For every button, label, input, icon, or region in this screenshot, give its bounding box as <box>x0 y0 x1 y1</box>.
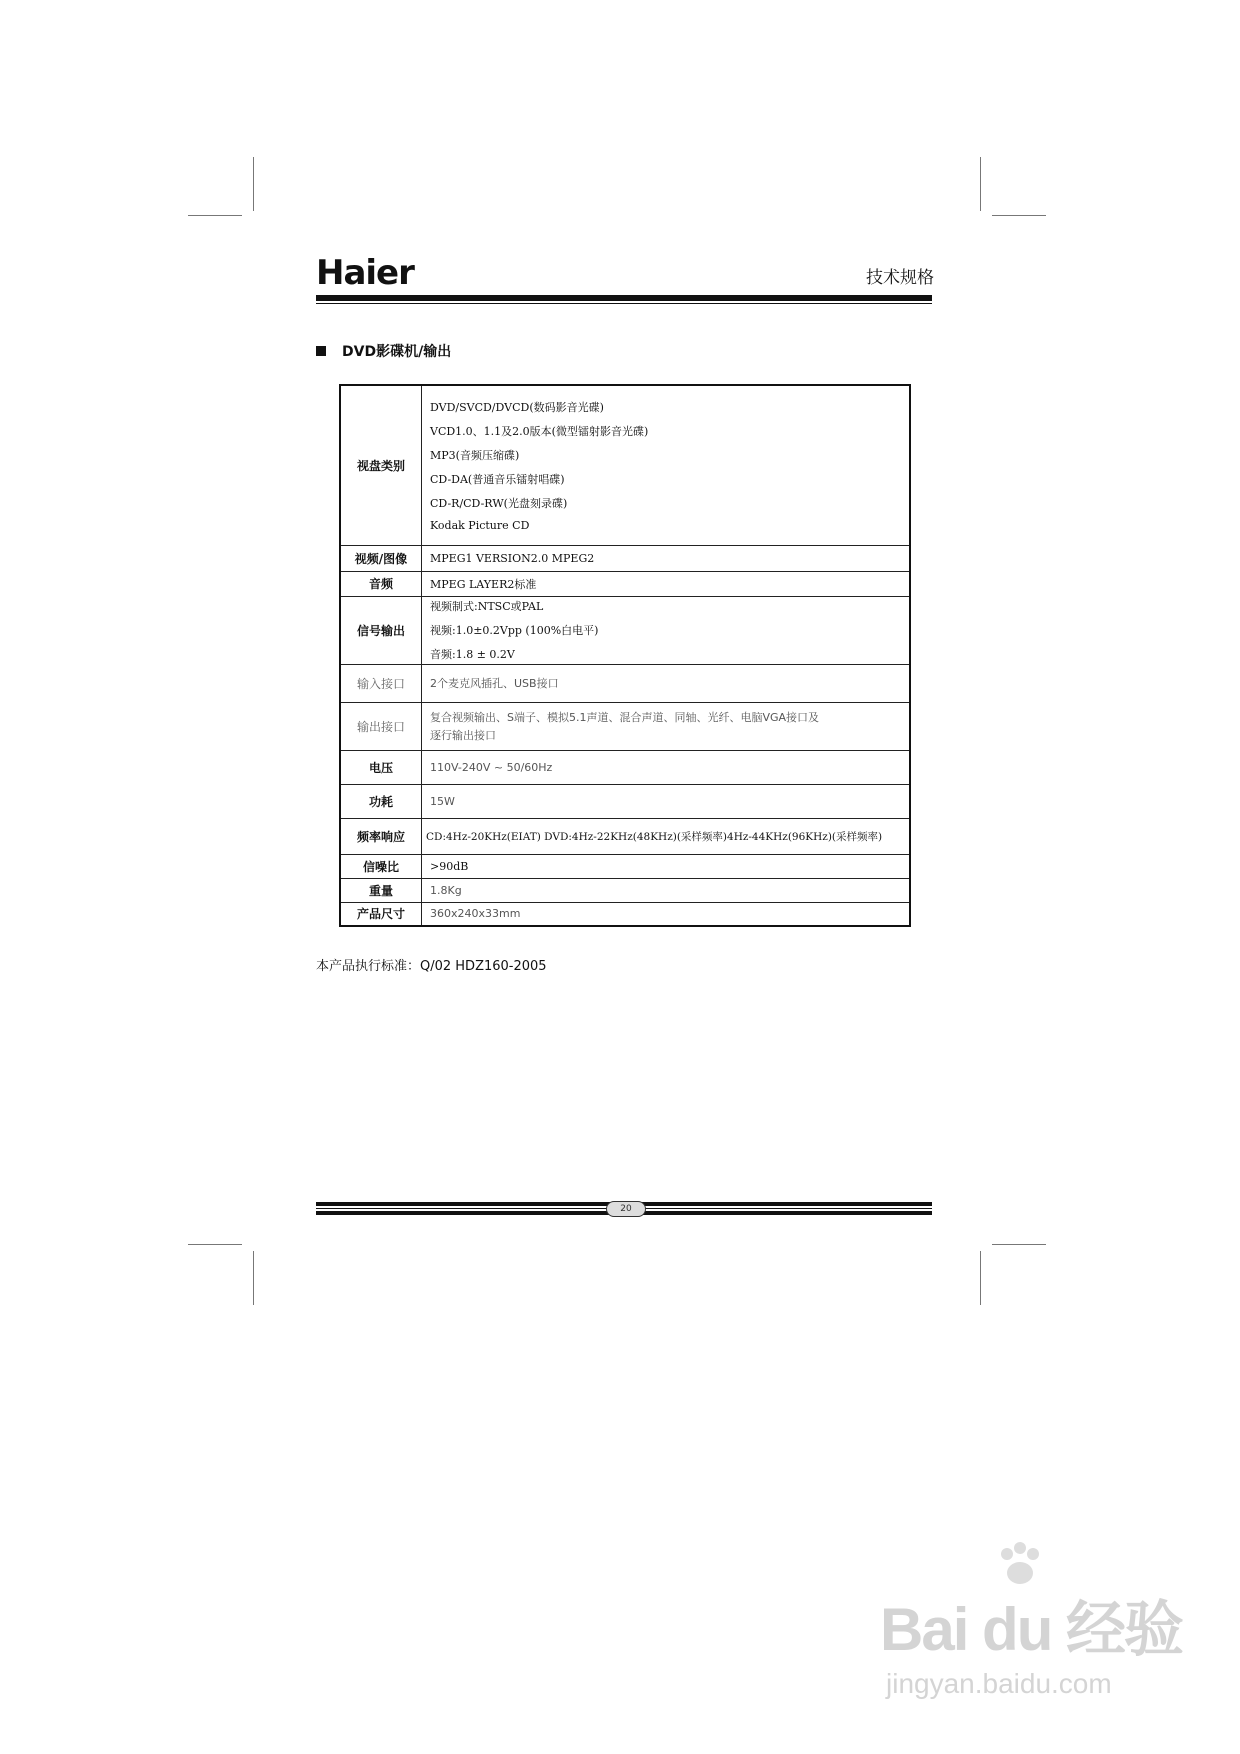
value-line: VCD1.0、1.1及2.0版本(微型镭射影音光碟) <box>430 424 649 438</box>
value-line: 视频:1.0±0.2Vpp (100%白电平) <box>430 624 599 637</box>
row-label: 信噪比 <box>340 854 422 878</box>
value-line: Kodak Picture CD <box>430 518 530 532</box>
row-label: 视盘类别 <box>340 385 422 545</box>
crop-mark <box>980 1251 981 1305</box>
page-title: 技术规格 <box>866 268 934 288</box>
value-line: MP3(音频压缩碟) <box>430 448 520 462</box>
crop-mark <box>980 157 981 211</box>
row-label: 产品尺寸 <box>340 902 422 926</box>
brand-logo: Haier <box>316 253 414 293</box>
row-label: 功耗 <box>340 784 422 818</box>
table-row <box>340 596 910 664</box>
value-line: 复合视频输出、S端子、模拟5.1声道、混合声道、同轴、光纤、电脑VGA接口及 <box>430 711 820 724</box>
value-line: 逐行输出接口 <box>430 729 496 742</box>
section-heading <box>316 345 451 359</box>
row-value: 2个麦克风插孔、USB接口 <box>422 664 911 702</box>
value-line: CD-R/CD-RW(光盘刻录碟) <box>430 496 568 510</box>
table-row <box>340 902 910 926</box>
watermark-url: jingyan.baidu.com <box>886 1668 1112 1699</box>
table-row <box>340 385 910 545</box>
row-label: 电压 <box>340 750 422 784</box>
row-label: 频率响应 <box>340 818 422 854</box>
row-label: 视频/图像 <box>340 545 422 571</box>
row-value: 1.8Kg <box>422 878 911 902</box>
table-row <box>340 664 910 702</box>
value-line: 视频制式:NTSC或PAL <box>430 600 544 613</box>
square-bullet-icon <box>316 346 326 356</box>
page-number: 20 <box>606 1201 646 1217</box>
row-value: 15W <box>422 784 911 818</box>
header-rule-thin <box>316 303 932 304</box>
header-rule <box>316 295 932 301</box>
value-line: 音频:1.8 ± 0.2V <box>430 648 515 661</box>
crop-mark <box>188 1244 242 1245</box>
row-value: MPEG1 VERSION2.0 MPEG2 <box>422 545 911 571</box>
paw-icon <box>995 1540 1045 1590</box>
watermark-brand: Bai du 经验 <box>880 1596 1183 1663</box>
value-line: CD-DA(普通音乐镭射唱碟) <box>430 472 565 486</box>
crop-mark <box>253 157 254 211</box>
watermark <box>880 1596 1183 1699</box>
section-heading-text: DVD影碟机/输出 <box>342 344 452 360</box>
row-value <box>422 596 911 664</box>
row-value: CD:4Hz-20KHz(EIAT) DVD:4Hz-22KHz(48KHz)(采样频率)4Hz-44KHz(96KHz)(采样频率) <box>422 818 911 854</box>
row-value: >90dB <box>422 854 911 878</box>
row-label: 重量 <box>340 878 422 902</box>
table-row <box>340 878 910 902</box>
table-row <box>340 818 910 854</box>
table-row <box>340 702 910 750</box>
spec-table <box>339 384 911 927</box>
table-row <box>340 854 910 878</box>
row-value: 360x240x33mm <box>422 902 911 926</box>
crop-mark <box>992 215 1046 216</box>
row-label: 音频 <box>340 571 422 596</box>
table-row <box>340 545 910 571</box>
row-label: 输入接口 <box>340 664 422 702</box>
table-row <box>340 750 910 784</box>
row-value: 110V-240V ~ 50/60Hz <box>422 750 911 784</box>
crop-mark <box>992 1244 1046 1245</box>
table-row <box>340 571 910 596</box>
table-row <box>340 784 910 818</box>
value-line: DVD/SVCD/DVCD(数码影音光碟) <box>430 400 604 414</box>
row-label: 输出接口 <box>340 702 422 750</box>
standard-footnote: 本产品执行标准：Q/02 HDZ160-2005 <box>316 959 547 974</box>
crop-mark <box>253 1251 254 1305</box>
row-label: 信号输出 <box>340 596 422 664</box>
row-value: MPEG LAYER2标准 <box>422 571 911 596</box>
row-value <box>422 702 911 750</box>
crop-mark <box>188 215 242 216</box>
row-value <box>422 385 911 545</box>
